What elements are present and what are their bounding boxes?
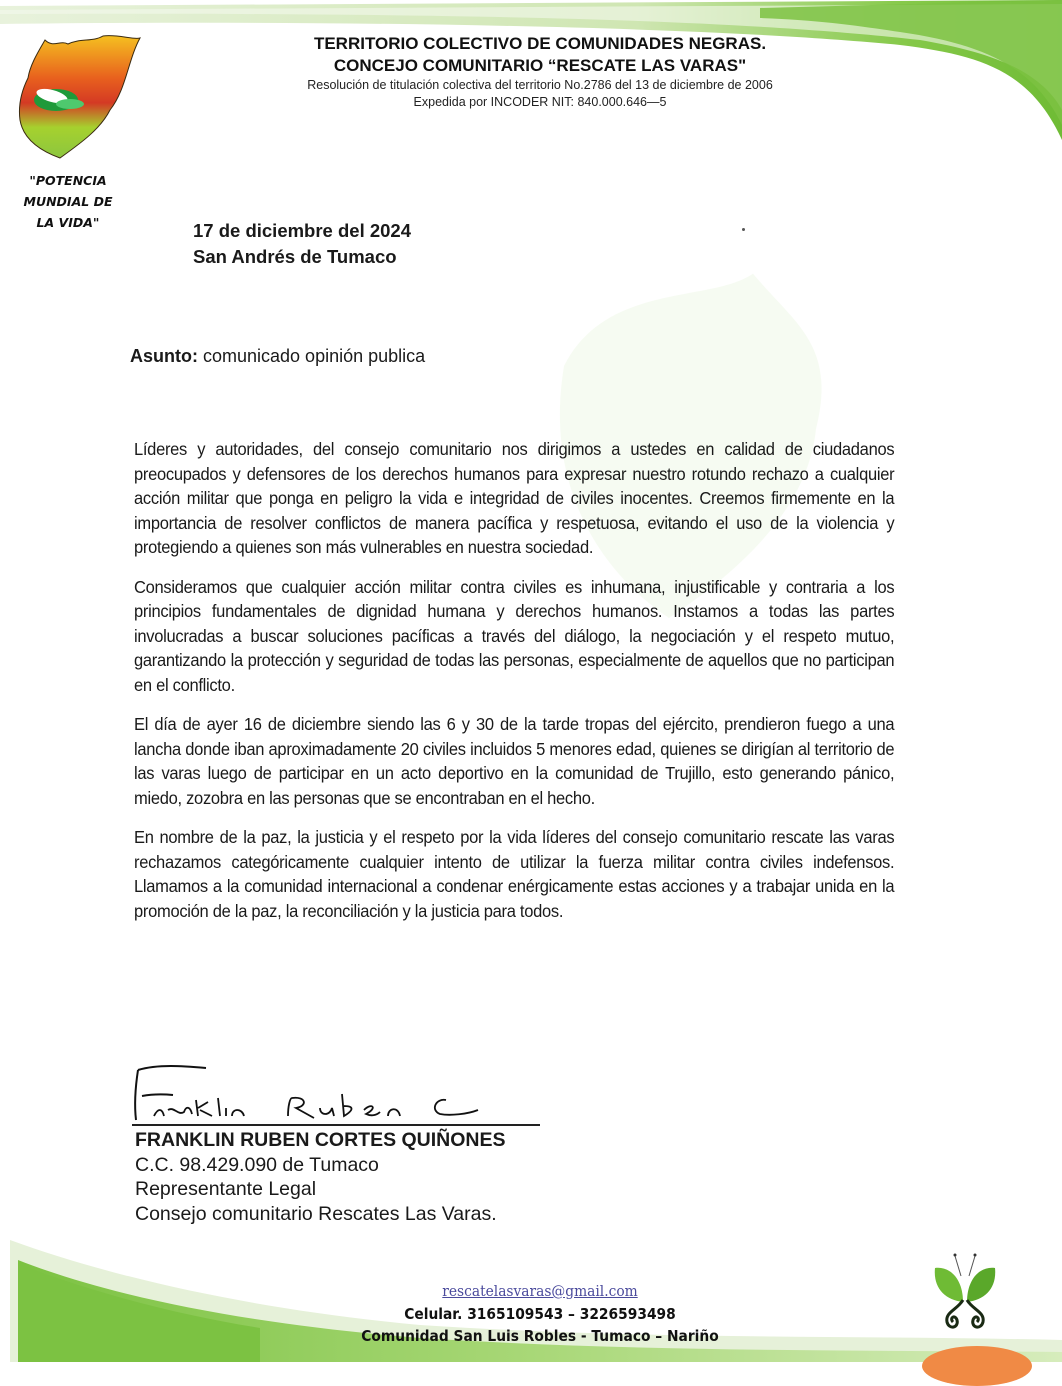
footer-address: Comunidad San Luis Robles - Tumaco – Nariño xyxy=(361,1327,719,1345)
paragraph: Consideramos que cualquier acción militar contra civiles es inhumana, injustificable y contraria a los principios fundamentales de dignidad humana y derechos humanos. Instamos a todas las partes involucradas a buscar soluciones pacíficas a través del diálogo, la negociación y el respeto mutuo, garantizando la protección y seguridad de todas las personas, especialmente de aquellos que no participan en el conflicto. xyxy=(134,576,895,695)
signature-line xyxy=(132,1124,540,1126)
signer-org: Consejo comunitario Rescates Las Varas. xyxy=(135,1202,497,1225)
email-link[interactable]: rescatelasvaras@gmail.com xyxy=(442,1282,638,1300)
territory-map-logo xyxy=(8,30,143,165)
subject-text: comunicado opinión publica xyxy=(203,346,426,366)
butterfly-leaf-logo xyxy=(925,1250,1005,1335)
letterhead-council: CONCEJO COMUNITARIO “RESCATE LAS VARAS" xyxy=(333,56,747,75)
footer-phones: Celular. 3165109543 – 3226593498 xyxy=(404,1304,676,1323)
motto xyxy=(8,170,128,233)
stray-mark xyxy=(742,228,745,231)
signature-block xyxy=(135,1128,506,1226)
subject-label: Asunto: xyxy=(130,346,198,366)
orange-accent-shape xyxy=(922,1346,1032,1386)
signer-id: C.C. 98.429.090 de Tumaco xyxy=(135,1153,379,1176)
signer-name: FRANKLIN RUBEN CORTES QUIÑONES xyxy=(135,1129,506,1151)
letterhead-title: TERRITORIO COLECTIVO DE COMUNIDADES NEGRAS. xyxy=(313,34,767,53)
paragraph: Líderes y autoridades, del consejo comunitario nos dirigimos a ustedes en calidad de ciudadanos preocupados y defensores de los derechos humanos para expresar nuestro rotundo rechazo a cualquier acción militar que ponga en peligro la vida e integridad de civiles inocentes. Creemos firmemente en la importancia de resolver conflictos de manera pacífica y respetuosa, evitando el uso de la violencia y protegiendo a quienes son más vulnerables en nuestra sociedad. xyxy=(134,439,895,557)
paragraph: En nombre de la paz, la justicia y el respeto por la vida líderes del consejo comunitario rescate las varas rechazamos categóricamente cualquier intento de utilizar la fuerza militar contra civiles indefensos. Llamamos a la comunidad internacional a condenar enérgicamente estas acciones y a trabajar unida en la promoción de la paz, la reconciliación y la justicia para todos. xyxy=(134,827,895,921)
date-place xyxy=(193,218,411,270)
letter-date: 17 de diciembre del 2024 xyxy=(193,220,412,241)
subject-line xyxy=(130,346,425,367)
letterhead-nit: Expedida por INCODER NIT: 840.000.646—5 xyxy=(413,95,667,109)
letter-place: San Andrés de Tumaco xyxy=(193,246,397,267)
motto-line: "POTENCIA xyxy=(29,173,107,188)
handwritten-signature xyxy=(128,1058,548,1128)
signer-role: Representante Legal xyxy=(135,1178,317,1200)
letterhead-resolution: Resolución de titulación colectiva del territorio No.2786 del 13 de diciembre de 2006 xyxy=(307,78,773,92)
letterhead xyxy=(250,33,830,111)
footer-contact xyxy=(347,1280,733,1348)
paragraph: El día de ayer 16 de diciembre siendo las 6 y 30 de la tarde tropas del ejército, prendieron fuego a una lancha donde iban aproximadamente 20 civiles incluidos 5 menores edad, quienes se dirigían al territorio de las varas luego de participar en un acto deportivo en la comunidad de Trujillo, esto generando pánico, miedo, zozobra en las personas que se encontraban en el hecho. xyxy=(134,714,895,808)
letter-body xyxy=(134,437,894,938)
motto-line: LA VIDA" xyxy=(36,215,100,230)
motto-line: MUNDIAL DE xyxy=(23,194,113,209)
